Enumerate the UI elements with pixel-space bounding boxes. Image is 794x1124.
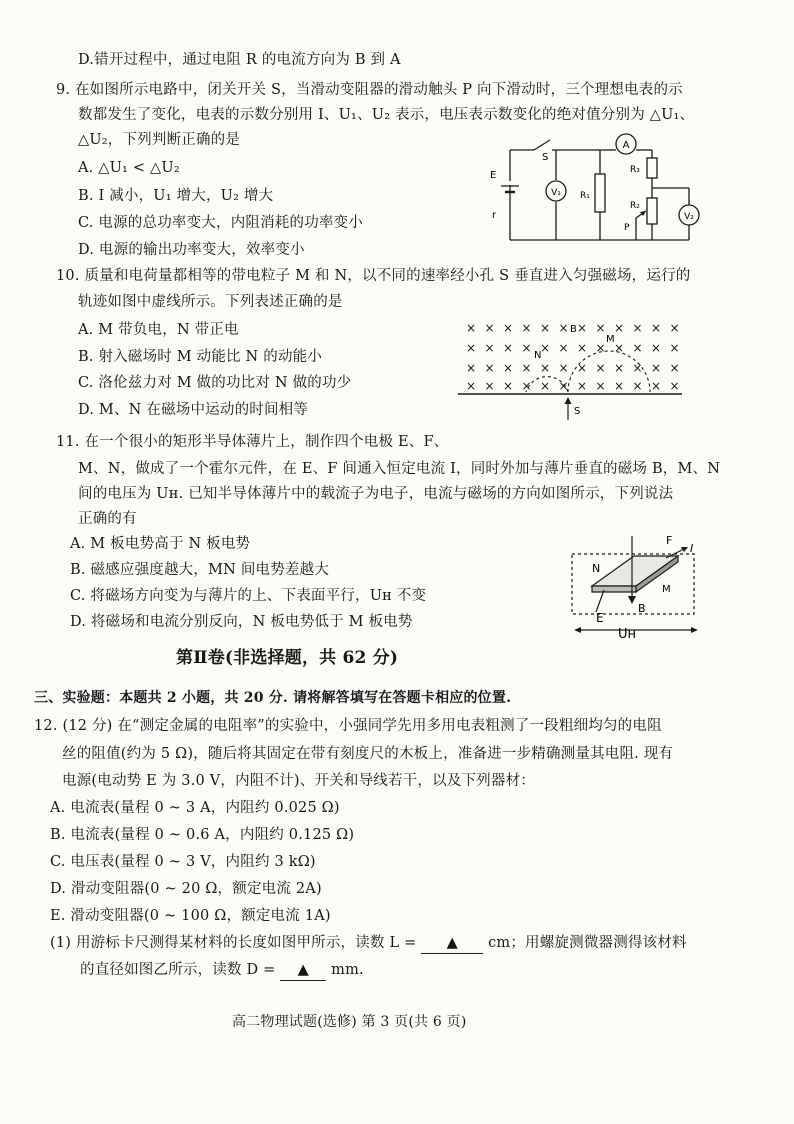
q10-stem-line2: 轨迹如图中虚线所示。下列表述正确的是 bbox=[78, 294, 343, 310]
q12-item-e: E. 滑动变阻器(0 ~ 100 Ω，额定电流 1A) bbox=[50, 908, 331, 924]
q11-option-a: A. M 板电势高于 N 板电势 bbox=[70, 536, 251, 552]
q9-voltmeter1-label: V₁ bbox=[551, 188, 561, 198]
q11-label-n: N bbox=[592, 562, 601, 575]
field-x-mark: × bbox=[614, 341, 625, 355]
field-x-mark: × bbox=[669, 341, 680, 355]
field-x-mark: × bbox=[540, 321, 551, 335]
q9-slider-label: P bbox=[624, 223, 630, 233]
field-x-mark: × bbox=[540, 361, 551, 375]
field-x-mark: × bbox=[466, 379, 477, 393]
field-x-mark: × bbox=[466, 321, 477, 335]
field-x-mark: × bbox=[484, 379, 495, 393]
field-x-mark: × bbox=[632, 361, 643, 375]
q10-label-m: M bbox=[606, 334, 615, 345]
q9-r1-label: R₁ bbox=[580, 191, 590, 201]
field-x-mark: × bbox=[503, 341, 514, 355]
q9-voltmeter2-label: V₂ bbox=[684, 212, 694, 222]
field-x-mark: × bbox=[558, 361, 569, 375]
q10-option-d: D. M、N 在磁场中运动的时间相等 bbox=[78, 402, 309, 418]
q12-item-a: A. 电流表(量程 0 ~ 3 A，内阻约 0.025 Ω) bbox=[50, 800, 340, 816]
q9-option-a: A. △U₁ < △U₂ bbox=[78, 160, 180, 176]
q9-stem-line1: 9. 在如图所示电路中，闭关开关 S，当滑动变阻器的滑动触头 P 向下滑动时，三个理想电表的示 bbox=[56, 82, 683, 98]
q11-option-d: D. 将磁场和电流分别反向，N 板电势低于 M 板电势 bbox=[70, 614, 413, 630]
field-x-mark: × bbox=[484, 361, 495, 375]
q11-label-f: F bbox=[666, 534, 673, 547]
q10-label-s: S bbox=[574, 406, 581, 417]
q11-stem-line4: 正确的有 bbox=[78, 511, 137, 527]
q9-r3-label: R₃ bbox=[630, 165, 640, 175]
q12-stem-line3: 电源(电动势 E 为 3.0 V，内阻不计)、开关和导线若干，以及下列器材： bbox=[62, 773, 535, 789]
field-x-mark: × bbox=[595, 341, 606, 355]
q12-sub1-line1 bbox=[50, 933, 687, 954]
field-x-mark: × bbox=[651, 379, 662, 393]
field-x-mark: × bbox=[669, 379, 680, 393]
q11-label-uh: Uʜ bbox=[618, 627, 637, 640]
field-x-mark: × bbox=[558, 321, 569, 335]
q12-sub1-prefix: (1) 用游标卡尺测得某材料的长度如图甲所示，读数 L = bbox=[50, 935, 422, 951]
q11-label-m: M bbox=[662, 584, 671, 595]
field-x-mark: × bbox=[669, 321, 680, 335]
field-x-mark: × bbox=[540, 341, 551, 355]
q9-switch-label: S bbox=[542, 152, 549, 163]
field-x-mark: × bbox=[651, 341, 662, 355]
field-x-mark: × bbox=[466, 341, 477, 355]
field-x-mark: × bbox=[521, 379, 532, 393]
q12-item-c: C. 电压表(量程 0 ~ 3 V，内阻约 3 kΩ) bbox=[50, 854, 316, 870]
field-x-mark: × bbox=[577, 361, 588, 375]
q9-option-d: D. 电源的输出功率变大，效率变小 bbox=[78, 242, 305, 258]
field-x-mark: × bbox=[484, 341, 495, 355]
q11-label-b: B bbox=[638, 602, 646, 615]
field-x-mark: × bbox=[558, 341, 569, 355]
q9-stem-line3: △U₂，下列判断正确的是 bbox=[78, 132, 241, 148]
diameter-answer-blank[interactable]: ▲ bbox=[280, 960, 326, 981]
q10-option-c: C. 洛伦兹力对 M 做的功比对 N 做的功少 bbox=[78, 375, 352, 391]
q11-option-b: B. 磁感应强度越大，MN 间电势差越大 bbox=[70, 562, 330, 578]
field-x-mark: × bbox=[595, 361, 606, 375]
q9-option-c: C. 电源的总功率变大，内阻消耗的功率变小 bbox=[78, 215, 363, 231]
field-x-mark: × bbox=[577, 321, 588, 335]
field-x-mark: × bbox=[651, 321, 662, 335]
q9-option-b: B. I 减小，U₁ 增大，U₂ 增大 bbox=[78, 188, 274, 204]
q9-stem-line2: 数都发生了变化，电表的示数分别用 I、U₁、U₂ 表示，电压表示数变化的绝对值分别为 △U₁、 bbox=[78, 107, 695, 123]
q10-stem-line1: 10. 质量和电荷量都相等的带电粒子 M 和 N，以不同的速率经小孔 S 垂直进入匀强磁场，运行的 bbox=[56, 268, 691, 284]
field-x-mark: × bbox=[521, 341, 532, 355]
q12-sub1-mid: cm；用螺旋测微器测得该材料 bbox=[483, 935, 687, 951]
q9-r2-label: R₂ bbox=[630, 201, 640, 211]
q12-item-d: D. 滑动变阻器(0 ~ 20 Ω，额定电流 2A) bbox=[50, 881, 322, 897]
q12-stem-line1: 12. (12 分) 在“测定金属的电阻率”的实验中，小强同学先用多用电表粗测了一段粗细均匀的电阻 bbox=[34, 718, 662, 734]
length-answer-blank[interactable]: ▲ bbox=[421, 933, 483, 954]
page-footer: 高二物理试题(选修) 第 3 页(共 6 页) bbox=[232, 1014, 467, 1030]
field-x-mark: × bbox=[540, 379, 551, 393]
q12-sub1-line2-suffix: mm. bbox=[326, 962, 364, 978]
q11-option-c: C. 将磁场方向变为与薄片的上、下表面平行，Uʜ 不变 bbox=[70, 588, 427, 604]
field-x-mark: × bbox=[521, 321, 532, 335]
q9-circuit-diagram bbox=[484, 128, 710, 248]
q11-stem-line3: 间的电压为 Uʜ. 已知半导体薄片中的载流子为电子，电流与磁场的方向如图所示，下列说法 bbox=[78, 486, 674, 502]
part2-title: 第Ⅱ卷(非选择题，共 62 分) bbox=[176, 648, 399, 668]
field-x-mark: × bbox=[632, 379, 643, 393]
q11-label-e: E bbox=[596, 611, 604, 625]
field-x-mark: × bbox=[614, 321, 625, 335]
q9-ammeter-label: A bbox=[622, 140, 630, 151]
field-x-mark: × bbox=[595, 321, 606, 335]
field-x-mark: × bbox=[577, 341, 588, 355]
q9-emf-label: E bbox=[490, 170, 497, 181]
field-x-mark: × bbox=[669, 361, 680, 375]
q11-stem-line1: 11. 在一个很小的矩形半导体薄片上，制作四个电极 E、F、 bbox=[56, 434, 449, 450]
field-x-mark: × bbox=[466, 361, 477, 375]
q11-hall-element-diagram bbox=[566, 530, 706, 640]
q12-sub1-line2 bbox=[80, 960, 364, 981]
field-x-mark: × bbox=[632, 341, 643, 355]
field-x-mark: × bbox=[614, 379, 625, 393]
field-x-mark: × bbox=[577, 379, 588, 393]
field-x-mark: × bbox=[503, 361, 514, 375]
q10-option-b: B. 射入磁场时 M 动能比 N 的动能小 bbox=[78, 349, 323, 365]
q11-stem-line2: M、N，做成了一个霍尔元件，在 E、F 间通入恒定电流 I，同时外加与薄片垂直的磁场 B，M、N bbox=[78, 461, 721, 477]
field-x-mark: × bbox=[614, 361, 625, 375]
q12-sub1-line2-prefix: 的直径如图乙所示，读数 D = bbox=[80, 962, 281, 978]
field-x-mark: × bbox=[521, 361, 532, 375]
field-x-mark: × bbox=[484, 321, 495, 335]
q8-option-d: D.错开过程中，通过电阻 R 的电流方向为 B 到 A bbox=[78, 52, 401, 68]
field-x-mark: × bbox=[595, 379, 606, 393]
q12-stem-line2: 丝的阻值(约为 5 Ω)，随后将其固定在带有刻度尺的木板上，准备进一步精确测量其电阻. 现有 bbox=[62, 746, 674, 762]
q9-internal-r-label: r bbox=[492, 210, 497, 221]
field-x-mark: × bbox=[651, 361, 662, 375]
q10-option-a: A. M 带负电，N 带正电 bbox=[78, 322, 239, 338]
q10-magnetic-field-diagram bbox=[456, 316, 688, 428]
q11-label-i: I bbox=[690, 542, 694, 555]
field-x-mark: × bbox=[503, 321, 514, 335]
field-x-mark: × bbox=[558, 379, 569, 393]
field-x-mark: × bbox=[632, 321, 643, 335]
q10-label-b: B bbox=[570, 324, 577, 335]
section3-heading: 三、实验题：本题共 2 小题，共 20 分. 请将解答填写在答题卡相应的位置. bbox=[34, 690, 512, 706]
q12-item-b: B. 电流表(量程 0 ~ 0.6 A，内阻约 0.125 Ω) bbox=[50, 827, 355, 843]
field-x-mark: × bbox=[503, 379, 514, 393]
q10-label-n: N bbox=[534, 350, 542, 361]
